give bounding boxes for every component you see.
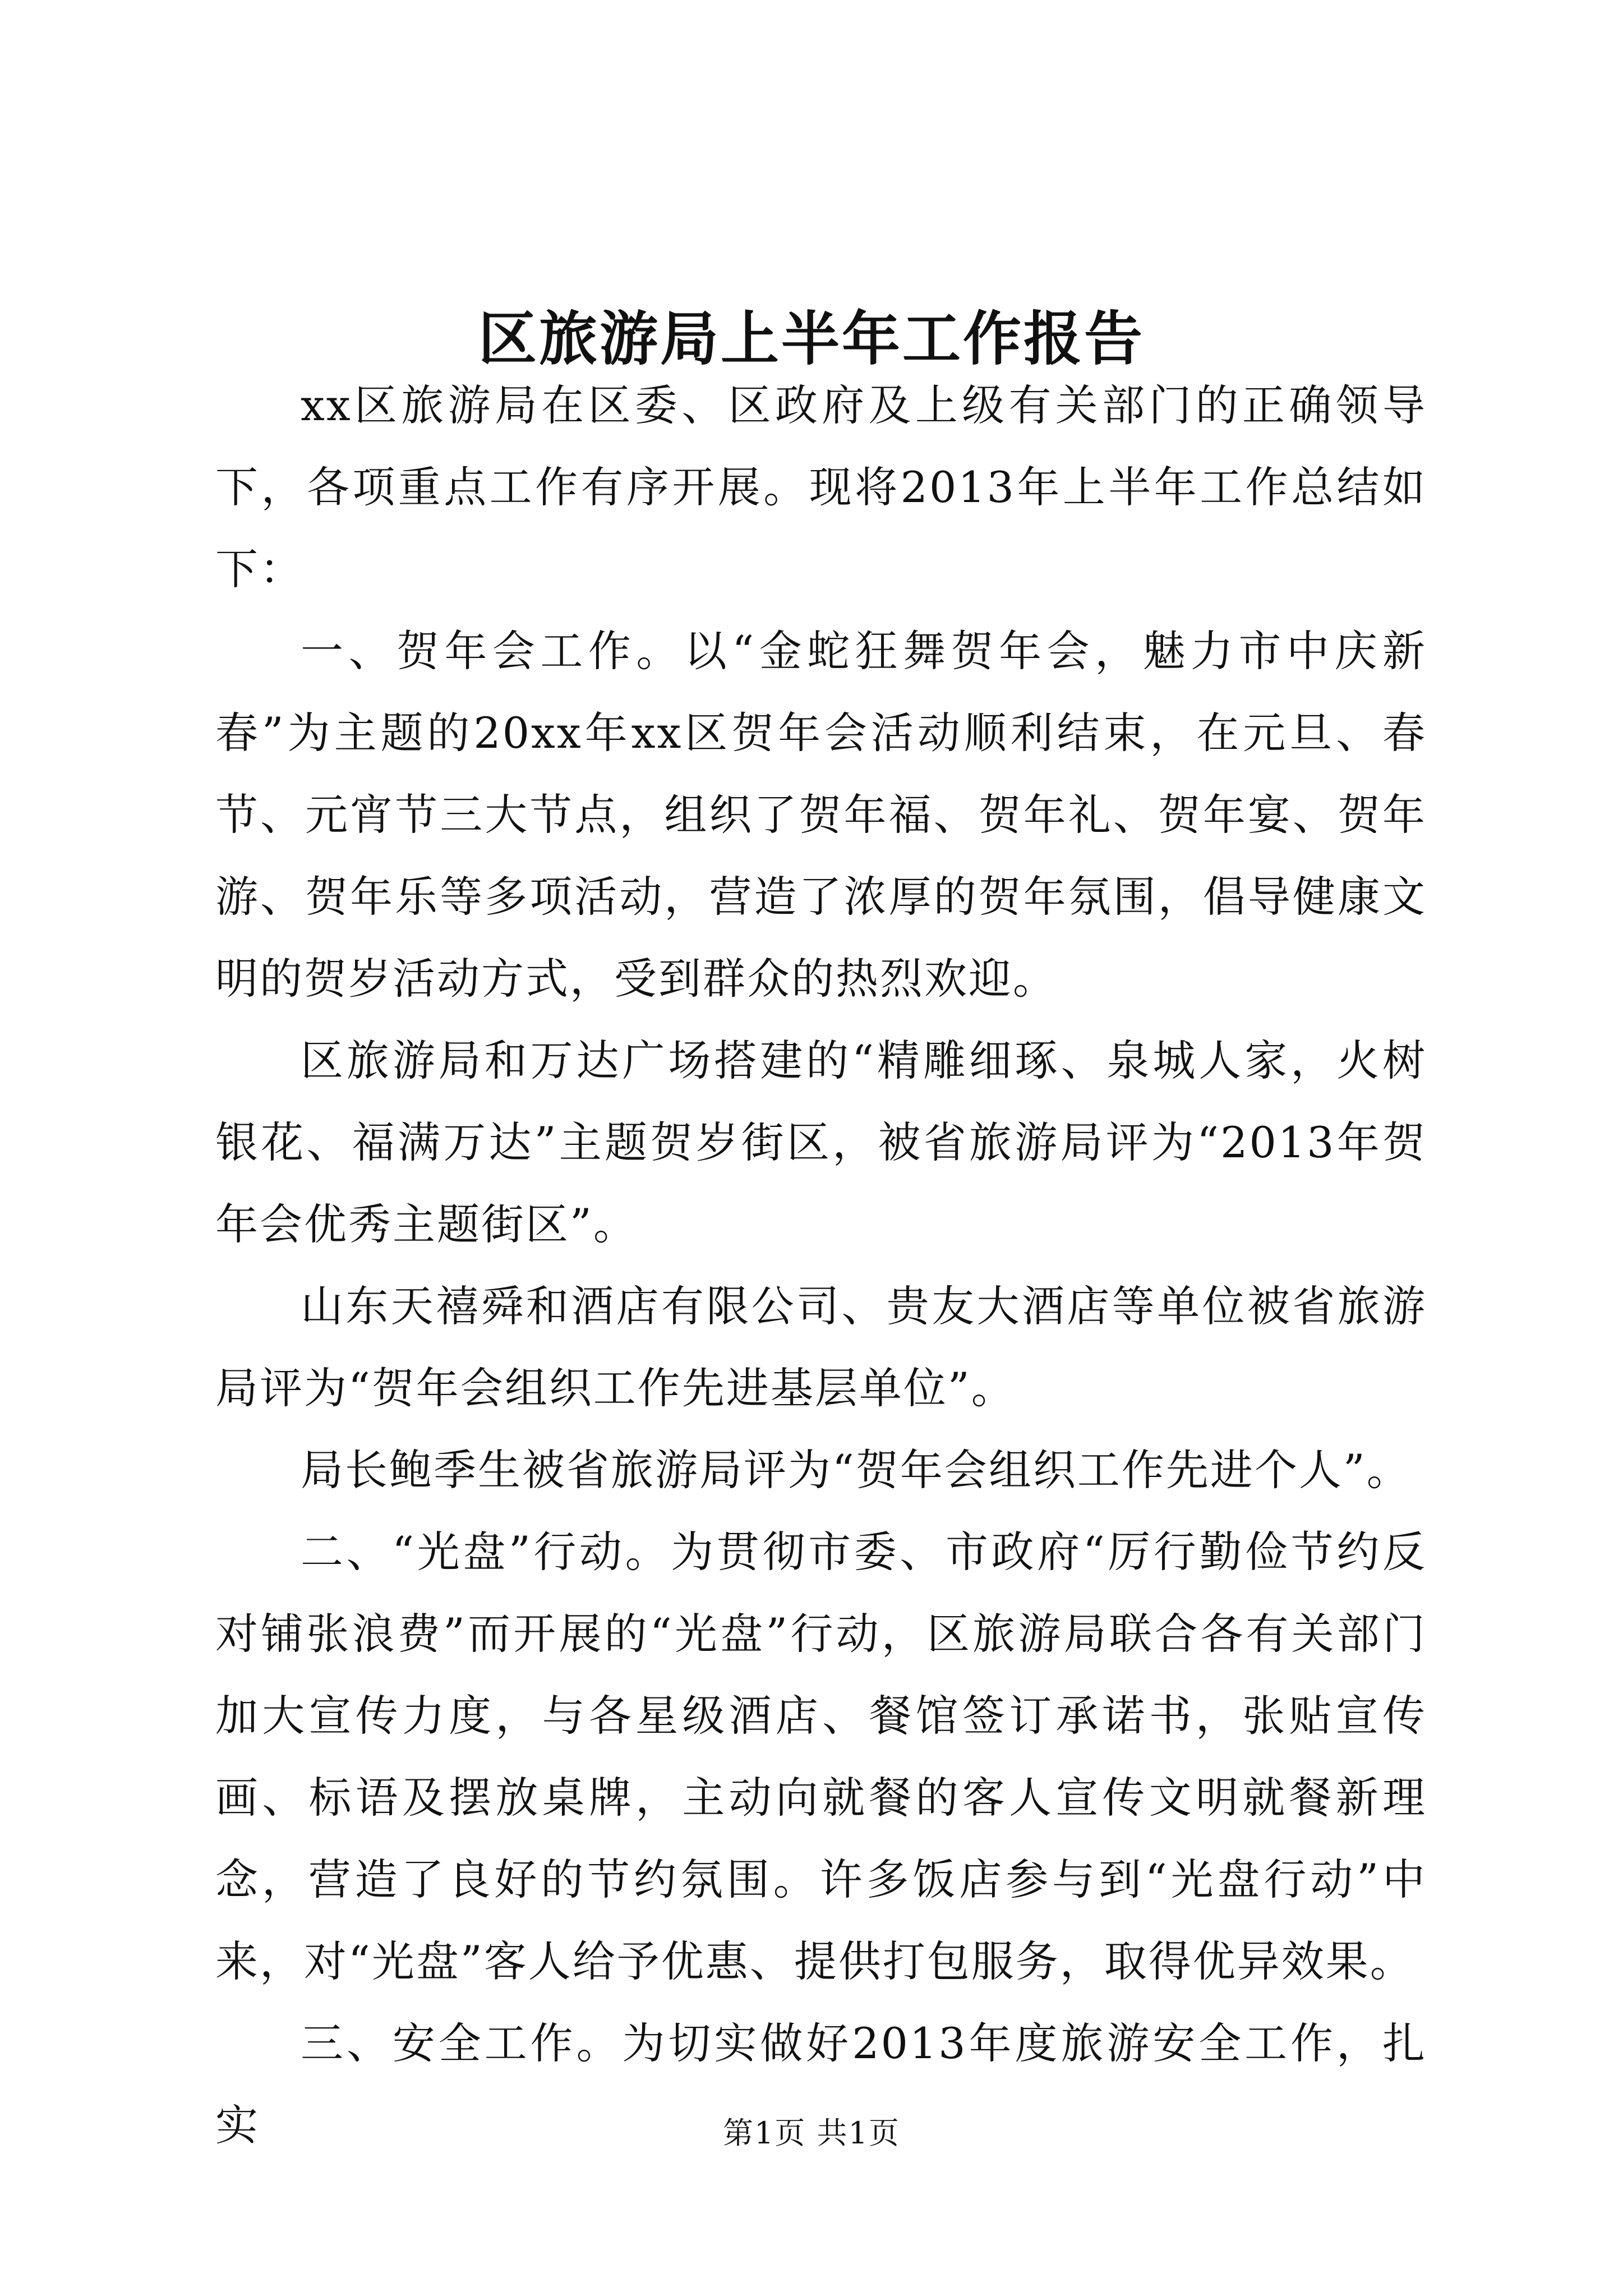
document-body <box>215 365 1427 2166</box>
paragraph-safety: 三、安全工作。为切实做好2013年度旅游安全工作，扎实 <box>215 2018 1427 2150</box>
page-footer: 第1页 共1页 <box>723 2115 900 2151</box>
document-title: 区旅游局上半年工作报告 <box>478 304 1145 373</box>
paragraph-intro: xx区旅游局在区委、区政府及上级有关部门的正确领导下，各项重点工作有序开展。现将2013年上半年工作总结如下： <box>215 380 1427 594</box>
paragraph-clean-plate: 二、“光盘”行动。为贯彻市委、市政府“厉行勤俭节约反对铺张浪费”而开展的“光盘”行动，区旅游局联合各有关部门加大宣传力度，与各星级酒店、餐馆签订承诺书，张贴宣传画、标语及摆放桌牌，主动向就餐的客人宣传文明就餐新理念，营造了良好的节约氛围。许多饭店参与到“光盘行动”中来，对“光盘”客人给予优惠、提供打包服务，取得优异效果。 <box>215 1527 1427 1986</box>
paragraph-theme-street: 区旅游局和万达广场搭建的“精雕细琢、泉城人家，火树银花、福满万达”主题贺岁街区，被省旅游局评为“2013年贺年会优秀主题街区”。 <box>215 1036 1427 1249</box>
paragraph-advanced-individual: 局长鲍季生被省旅游局评为“贺年会组织工作先进个人”。 <box>301 1445 1411 1495</box>
paragraph-advanced-units: 山东天禧舜和酒店有限公司、贵友大酒店等单位被省旅游局评为“贺年会组织工作先进基层单位”。 <box>215 1281 1427 1413</box>
paragraph-new-year-fair: 一、贺年会工作。以“金蛇狂舞贺年会，魅力市中庆新春”为主题的20xx年xx区贺年会活动顺利结束，在元旦、春节、元宵节三大节点，组织了贺年福、贺年礼、贺年宴、贺年游、贺年乐等多项活动，营造了浓厚的贺年氛围，倡导健康文明的贺岁活动方式，受到群众的热烈欢迎。 <box>215 626 1427 1004</box>
